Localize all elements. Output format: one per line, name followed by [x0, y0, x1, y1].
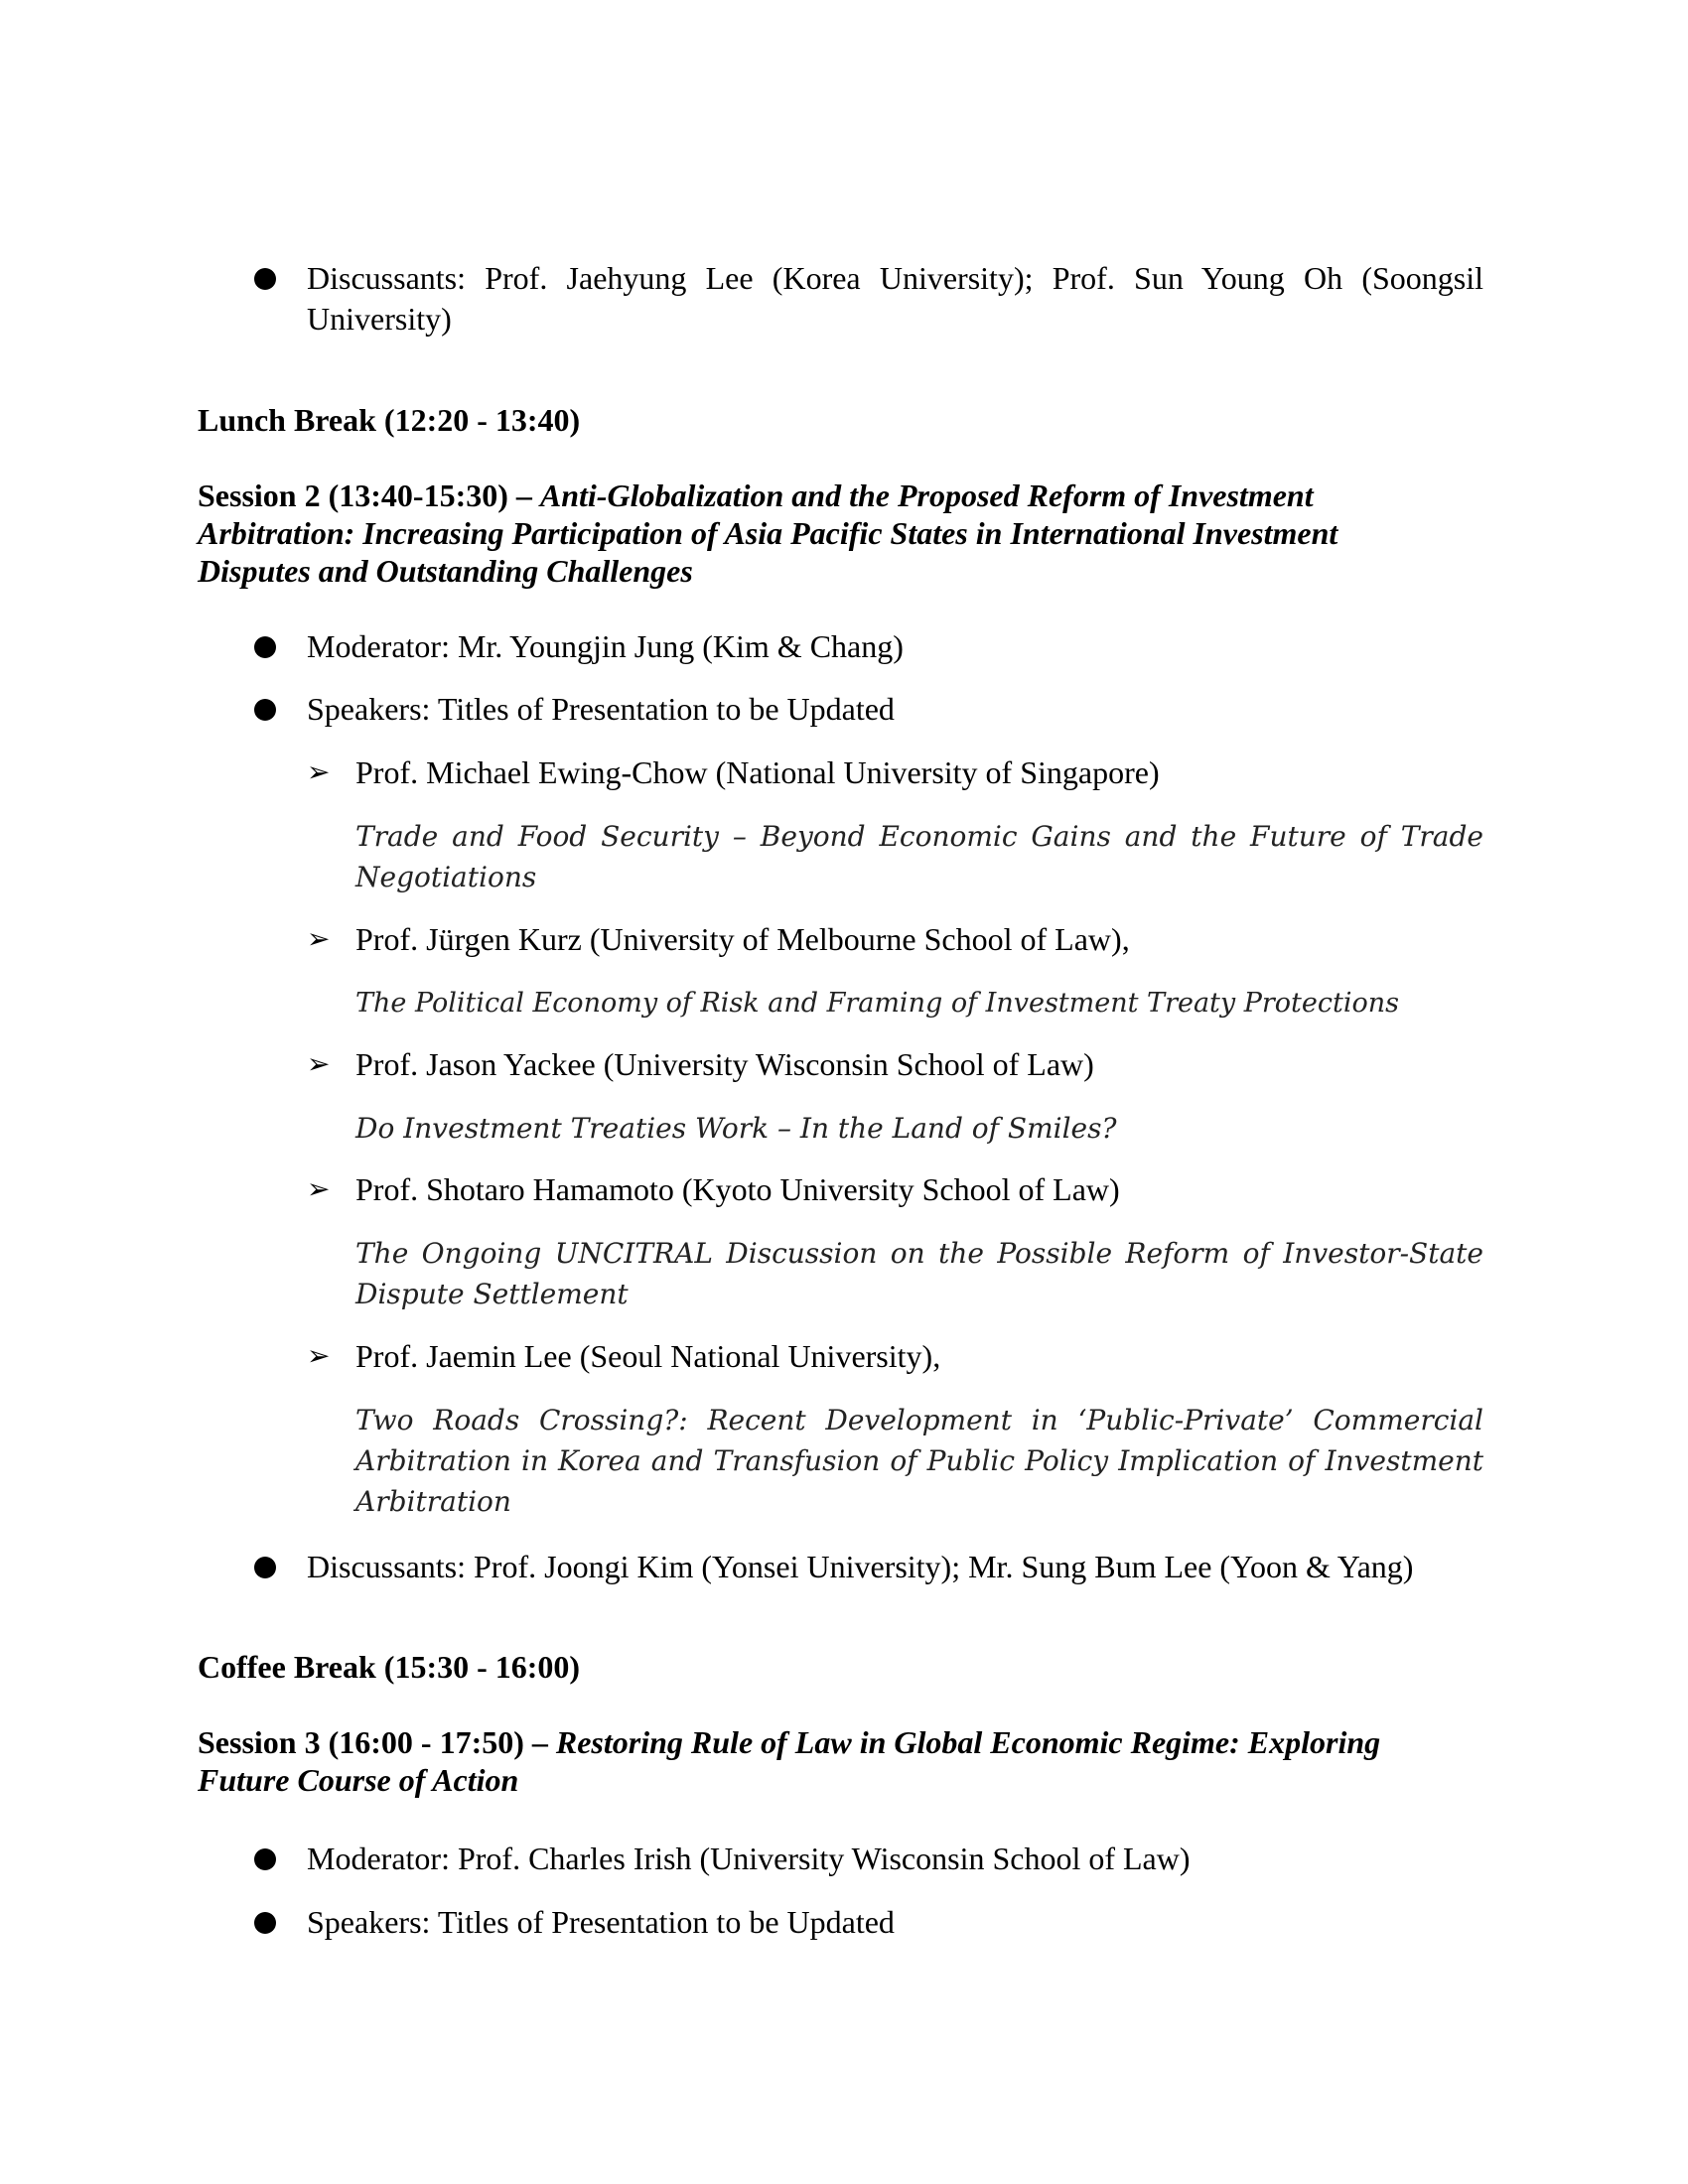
- session2-label: Session 2 (13:40-15:30) –: [198, 478, 532, 513]
- presentation-title: Trade and Food Security – Beyond Economic Gains and the Future of Trade Negotiations: [355, 820, 1483, 893]
- lunch-break-heading: Lunch Break (12:20 - 13:40): [198, 402, 581, 438]
- presentation-title: The Political Economy of Risk and Framing of Investment Treaty Protections: [355, 988, 1399, 1019]
- arrow-bullet-icon: ➢: [307, 757, 331, 788]
- arrow-bullet-icon: ➢: [307, 924, 331, 955]
- arrow-bullet-icon: ➢: [307, 1174, 331, 1205]
- speaker-name: Prof. Michael Ewing-Chow (National University of Singapore): [355, 754, 1160, 790]
- speaker-name: Prof. Jürgen Kurz (University of Melbourne School of Law),: [355, 921, 1130, 957]
- session3-label: Session 3 (16:00 - 17:50) –: [198, 1724, 548, 1760]
- bullet-icon: [254, 268, 276, 290]
- session3-moderator: Moderator: Prof. Charles Irish (University Wisconsin School of Law): [307, 1841, 1191, 1876]
- session2-speakers-heading: Speakers: Titles of Presentation to be Updated: [307, 691, 895, 727]
- speaker-name: Prof. Shotaro Hamamoto (Kyoto University School of Law): [355, 1171, 1120, 1207]
- bullet-icon: [254, 1912, 276, 1934]
- coffee-break-heading: Coffee Break (15:30 - 16:00): [198, 1649, 581, 1685]
- presentation-title: Two Roads Crossing?: Recent Development in ‘Public-Private’ Commercial Arbitration in Korea and Transfusion of Public Policy Implication of Investment Arbitration: [355, 1404, 1483, 1518]
- bullet-icon: [254, 636, 276, 658]
- presentation-title: The Ongoing UNCITRAL Discussion on the Possible Reform of Investor-State Dispute Settlement: [355, 1237, 1483, 1310]
- speaker-name: Prof. Jason Yackee (University Wisconsin School of Law): [355, 1046, 1094, 1082]
- speaker-name: Prof. Jaemin Lee (Seoul National University),: [355, 1338, 941, 1374]
- session2-discussants: Discussants: Prof. Joongi Kim (Yonsei University); Mr. Sung Bum Lee (Yoon & Yang): [307, 1549, 1414, 1584]
- session2-heading: [198, 477, 1439, 590]
- session1-discussants: Discussants: Prof. Jaehyung Lee (Korea University); Prof. Sun Young Oh (Soongsil University): [307, 260, 1483, 337]
- session2-moderator: Moderator: Mr. Youngjin Jung (Kim & Chang): [307, 628, 904, 664]
- session3-title: Restoring Rule of Law in Global Economic Regime: Exploring Future Course of Action: [198, 1724, 1381, 1798]
- arrow-bullet-icon: ➢: [307, 1049, 331, 1080]
- bullet-icon: [254, 1557, 276, 1578]
- session3-speakers-heading: Speakers: Titles of Presentation to be Updated: [307, 1904, 895, 1940]
- session3-heading: [198, 1723, 1439, 1799]
- arrow-bullet-icon: ➢: [307, 1341, 331, 1372]
- presentation-title: Do Investment Treaties Work – In the Land of Smiles?: [355, 1112, 1117, 1145]
- session2-title: Anti-Globalization and the Proposed Reform of Investment Arbitration: Increasing Participation of Asia Pacific States in International Investment Disputes and Outstanding Challenges: [198, 478, 1338, 589]
- bullet-icon: [254, 1848, 276, 1870]
- bullet-icon: [254, 699, 276, 721]
